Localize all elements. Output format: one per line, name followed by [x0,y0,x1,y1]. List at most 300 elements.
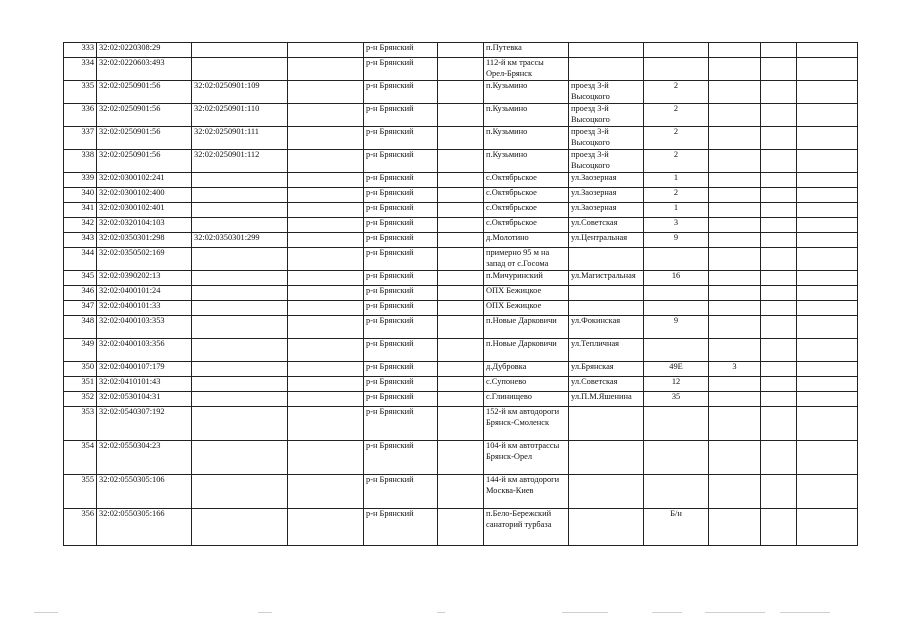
cell-street [569,248,644,271]
cell-settlement: п.Бело-Бережский санаторий турбаза [484,509,569,546]
cell-number: 346 [64,286,97,301]
cell-empty [288,150,364,173]
cell-empty [797,188,858,203]
cell-district: р-н Брянский [364,218,438,233]
cell-house: 35 [644,392,709,407]
cell-empty [797,286,858,301]
cell-house [644,475,709,509]
cell-building [709,233,761,248]
cell-empty [761,301,797,316]
cell-settlement: п.Мичуринский [484,271,569,286]
cell-building [709,301,761,316]
cell-cadastral-number: 32:02:0400103:356 [97,339,192,362]
cell-number: 344 [64,248,97,271]
cell-empty [761,339,797,362]
cell-house: 12 [644,377,709,392]
cell-empty [288,407,364,441]
cell-street: проезд 3-й Высоцкого [569,104,644,127]
cell-number: 335 [64,81,97,104]
cell-empty [438,188,484,203]
cell-empty [438,286,484,301]
table-row [64,218,858,233]
cell-settlement: п.Кузьмино [484,81,569,104]
cell-house: 49Е [644,362,709,377]
table-row [64,188,858,203]
cell-related-cadastral-number [192,43,288,58]
cell-cadastral-number: 32:02:0350301:298 [97,233,192,248]
cell-empty [761,392,797,407]
cell-house [644,301,709,316]
cell-building [709,286,761,301]
cell-empty [288,316,364,339]
cell-building [709,271,761,286]
cell-related-cadastral-number [192,475,288,509]
cell-district: р-н Брянский [364,188,438,203]
cell-street [569,301,644,316]
cell-building [709,104,761,127]
cell-house: 2 [644,188,709,203]
cell-number: 343 [64,233,97,248]
cell-district: р-н Брянский [364,150,438,173]
cell-cadastral-number: 32:02:0220603:493 [97,58,192,81]
cell-street: ул.Советская [569,377,644,392]
cell-empty [797,271,858,286]
cell-empty [797,475,858,509]
cell-building [709,407,761,441]
cell-street [569,441,644,475]
cell-cadastral-number: 32:02:0530104:31 [97,392,192,407]
cell-empty [761,475,797,509]
cell-settlement: 144-й км автодороги Москва-Киев [484,475,569,509]
cell-settlement: с.Октябрьское [484,218,569,233]
cell-empty [438,271,484,286]
cell-settlement: п.Новые Дарковичи [484,316,569,339]
cell-empty [797,218,858,233]
cell-empty [288,127,364,150]
cell-settlement: с.Октябрьское [484,173,569,188]
cell-empty [797,150,858,173]
table-row [64,286,858,301]
cell-empty [288,43,364,58]
cell-related-cadastral-number: 32:02:0250901:112 [192,150,288,173]
table-body [64,43,858,546]
cell-building [709,339,761,362]
cell-empty [797,58,858,81]
cell-related-cadastral-number [192,407,288,441]
table-row [64,475,858,509]
cell-street: проезд 3-й Высоцкого [569,127,644,150]
cell-empty [438,377,484,392]
cell-cadastral-number: 32:02:0350502:169 [97,248,192,271]
cell-cadastral-number: 32:02:0250901:56 [97,81,192,104]
cell-empty [288,248,364,271]
cell-settlement: 152-й км автодороги Брянск-Смоленск [484,407,569,441]
cell-building [709,475,761,509]
cell-number: 339 [64,173,97,188]
cell-building [709,43,761,58]
cell-settlement: ОПХ Бежицкое [484,301,569,316]
cell-number: 333 [64,43,97,58]
cell-district: р-н Брянский [364,203,438,218]
cell-number: 338 [64,150,97,173]
cell-cadastral-number: 32:02:0550305:166 [97,509,192,546]
cell-house: 16 [644,271,709,286]
cell-house: 2 [644,104,709,127]
cell-number: 340 [64,188,97,203]
cell-building [709,203,761,218]
cell-empty [438,301,484,316]
cell-district: р-н Брянский [364,43,438,58]
cell-district: р-н Брянский [364,58,438,81]
cell-street [569,407,644,441]
cell-settlement: п.Кузьмино [484,127,569,150]
cell-empty [797,392,858,407]
cell-related-cadastral-number: 32:02:0350301:299 [192,233,288,248]
cell-empty [797,43,858,58]
cell-empty [761,150,797,173]
table-row [64,441,858,475]
cell-house: 2 [644,150,709,173]
cell-cadastral-number: 32:02:0540307:192 [97,407,192,441]
cell-empty [438,316,484,339]
cell-empty [761,441,797,475]
table-row [64,127,858,150]
cell-empty [797,248,858,271]
cell-settlement: п.Кузьмино [484,104,569,127]
cell-house [644,407,709,441]
table-row [64,233,858,248]
cell-cadastral-number: 32:02:0400103:353 [97,316,192,339]
cell-building [709,509,761,546]
cell-empty [761,203,797,218]
cell-empty [438,392,484,407]
cell-district: р-н Брянский [364,377,438,392]
cell-empty [797,233,858,248]
cell-house: 1 [644,203,709,218]
cell-empty [761,233,797,248]
cell-district: р-н Брянский [364,509,438,546]
cell-related-cadastral-number [192,441,288,475]
cell-street: ул.Брянская [569,362,644,377]
cell-empty [288,233,364,248]
cell-street [569,58,644,81]
cell-empty [438,203,484,218]
cell-street: ул.Центральная [569,233,644,248]
cell-house: 2 [644,81,709,104]
cell-empty [288,392,364,407]
cell-related-cadastral-number [192,301,288,316]
cell-empty [288,218,364,233]
cell-empty [288,441,364,475]
cell-settlement: 112-й км трассы Орел-Брянск [484,58,569,81]
cell-cadastral-number: 32:02:0320104:103 [97,218,192,233]
cell-related-cadastral-number [192,509,288,546]
cell-empty [761,218,797,233]
cell-street: ул.Советская [569,218,644,233]
table-row [64,362,858,377]
cell-empty [288,173,364,188]
cell-house [644,441,709,475]
cell-cadastral-number: 32:02:0300102:401 [97,203,192,218]
cell-related-cadastral-number [192,248,288,271]
cell-settlement: с.Супонево [484,377,569,392]
cell-empty [797,104,858,127]
cell-district: р-н Брянский [364,104,438,127]
cell-cadastral-number: 32:02:0400101:24 [97,286,192,301]
cell-settlement: п.Кузьмино [484,150,569,173]
cell-empty [761,188,797,203]
cell-settlement: д.Дубровка [484,362,569,377]
cell-number: 341 [64,203,97,218]
cell-house [644,286,709,301]
cell-related-cadastral-number: 32:02:0250901:110 [192,104,288,127]
cell-number: 355 [64,475,97,509]
cell-street [569,475,644,509]
table-row [64,271,858,286]
cell-house: 2 [644,127,709,150]
cell-empty [797,316,858,339]
cell-settlement: ОПХ Бежицкое [484,286,569,301]
cell-empty [288,475,364,509]
cell-number: 356 [64,509,97,546]
cell-house [644,339,709,362]
cell-empty [761,316,797,339]
cell-empty [797,441,858,475]
cell-house: 3 [644,218,709,233]
cell-house [644,248,709,271]
cell-building [709,316,761,339]
cell-empty [797,81,858,104]
cell-empty [438,407,484,441]
cell-number: 353 [64,407,97,441]
cell-related-cadastral-number [192,58,288,81]
cell-district: р-н Брянский [364,362,438,377]
cell-district: р-н Брянский [364,441,438,475]
cell-cadastral-number: 32:02:0390202:13 [97,271,192,286]
cell-cadastral-number: 32:02:0250901:56 [97,127,192,150]
cell-empty [797,362,858,377]
cell-house [644,58,709,81]
cell-house: 9 [644,316,709,339]
cell-district: р-н Брянский [364,475,438,509]
table-row [64,203,858,218]
cell-empty [288,509,364,546]
cell-empty [761,104,797,127]
cell-empty [797,377,858,392]
cell-empty [761,173,797,188]
cell-district: р-н Брянский [364,339,438,362]
cell-empty [288,339,364,362]
cell-empty [438,43,484,58]
cell-building [709,188,761,203]
cell-building [709,127,761,150]
cell-empty [761,127,797,150]
cell-empty [761,362,797,377]
cell-street [569,286,644,301]
cell-street: ул.Тепличная [569,339,644,362]
scan-noise [0,608,905,620]
cell-street [569,43,644,58]
cell-related-cadastral-number [192,173,288,188]
cell-empty [761,377,797,392]
table-row [64,58,858,81]
cell-street: ул.Заозерная [569,203,644,218]
cell-cadastral-number: 32:02:0250901:56 [97,104,192,127]
table-row [64,407,858,441]
cell-cadastral-number: 32:02:0410101:43 [97,377,192,392]
cell-empty [761,81,797,104]
cell-cadastral-number: 32:02:0300102:400 [97,188,192,203]
cell-number: 351 [64,377,97,392]
table-row [64,301,858,316]
cell-street: ул.Заозерная [569,173,644,188]
cell-empty [761,407,797,441]
cell-district: р-н Брянский [364,392,438,407]
cell-settlement: п.Новые Дарковичи [484,339,569,362]
cell-number: 354 [64,441,97,475]
table-row [64,81,858,104]
cell-related-cadastral-number [192,218,288,233]
cell-building [709,392,761,407]
cell-settlement: с.Глинищево [484,392,569,407]
cell-empty [438,218,484,233]
cell-empty [438,441,484,475]
table-row [64,392,858,407]
cell-number: 334 [64,58,97,81]
cell-empty [797,407,858,441]
cell-settlement: примерно 95 м на запад от с.Госома [484,248,569,271]
cell-settlement: 104-й км автотрассы Брянск-Орел [484,441,569,475]
cell-building [709,248,761,271]
cell-empty [438,150,484,173]
cell-number: 342 [64,218,97,233]
cell-street: ул.Магистральная [569,271,644,286]
cell-related-cadastral-number [192,377,288,392]
cell-house: 9 [644,233,709,248]
cell-district: р-н Брянский [364,248,438,271]
cell-cadastral-number: 32:02:0550305:106 [97,475,192,509]
cell-empty [438,104,484,127]
cell-number: 347 [64,301,97,316]
cell-number: 345 [64,271,97,286]
cell-building: 3 [709,362,761,377]
cell-empty [797,339,858,362]
cell-settlement: д.Молотино [484,233,569,248]
table-row [64,173,858,188]
cell-empty [288,104,364,127]
cell-empty [761,509,797,546]
cell-empty [288,271,364,286]
cell-empty [288,81,364,104]
cell-house: 1 [644,173,709,188]
cell-empty [438,58,484,81]
cell-street: проезд 3-й Высоцкого [569,150,644,173]
table-row [64,43,858,58]
cell-cadastral-number: 32:02:0300102:241 [97,173,192,188]
cell-related-cadastral-number [192,188,288,203]
cell-empty [797,301,858,316]
cell-empty [288,286,364,301]
table-row [64,339,858,362]
cell-empty [288,203,364,218]
cell-related-cadastral-number: 32:02:0250901:109 [192,81,288,104]
cell-cadastral-number: 32:02:0550304:23 [97,441,192,475]
table-row [64,509,858,546]
cell-related-cadastral-number [192,362,288,377]
cell-cadastral-number: 32:02:0250901:56 [97,150,192,173]
cell-street [569,509,644,546]
cell-empty [438,475,484,509]
cell-empty [761,286,797,301]
table-row [64,248,858,271]
cell-related-cadastral-number [192,339,288,362]
cell-number: 349 [64,339,97,362]
cell-empty [438,173,484,188]
cell-empty [761,248,797,271]
cell-empty [797,509,858,546]
cell-number: 350 [64,362,97,377]
cell-building [709,441,761,475]
cell-district: р-н Брянский [364,173,438,188]
cell-empty [288,58,364,81]
cell-settlement: с.Октябрьское [484,188,569,203]
cell-number: 352 [64,392,97,407]
cell-empty [288,377,364,392]
cell-empty [797,127,858,150]
cell-empty [438,509,484,546]
cell-district: р-н Брянский [364,407,438,441]
cell-building [709,218,761,233]
cell-related-cadastral-number [192,203,288,218]
cell-district: р-н Брянский [364,127,438,150]
cell-district: р-н Брянский [364,81,438,104]
cell-building [709,81,761,104]
cell-empty [761,271,797,286]
cell-empty [438,362,484,377]
cell-empty [438,248,484,271]
table-row [64,104,858,127]
cell-district: р-н Брянский [364,286,438,301]
cell-empty [761,58,797,81]
cadastral-register-table [63,42,858,546]
cell-related-cadastral-number [192,286,288,301]
cell-house [644,43,709,58]
cell-district: р-н Брянский [364,316,438,339]
cell-number: 337 [64,127,97,150]
cell-district: р-н Брянский [364,233,438,248]
cell-related-cadastral-number: 32:02:0250901:111 [192,127,288,150]
cell-street: ул.Заозерная [569,188,644,203]
cell-number: 336 [64,104,97,127]
cell-street: проезд 3-й Высоцкого [569,81,644,104]
cell-number: 348 [64,316,97,339]
cell-building [709,173,761,188]
cell-district: р-н Брянский [364,271,438,286]
cell-house: Б/н [644,509,709,546]
cell-cadastral-number: 32:02:0220308:29 [97,43,192,58]
cell-settlement: п.Путевка [484,43,569,58]
cell-building [709,377,761,392]
cell-empty [288,362,364,377]
table-row [64,150,858,173]
cell-building [709,150,761,173]
cell-cadastral-number: 32:02:0400101:33 [97,301,192,316]
cell-empty [761,43,797,58]
table-row [64,377,858,392]
cell-street: ул.Фокинская [569,316,644,339]
cell-building [709,58,761,81]
cell-empty [438,81,484,104]
